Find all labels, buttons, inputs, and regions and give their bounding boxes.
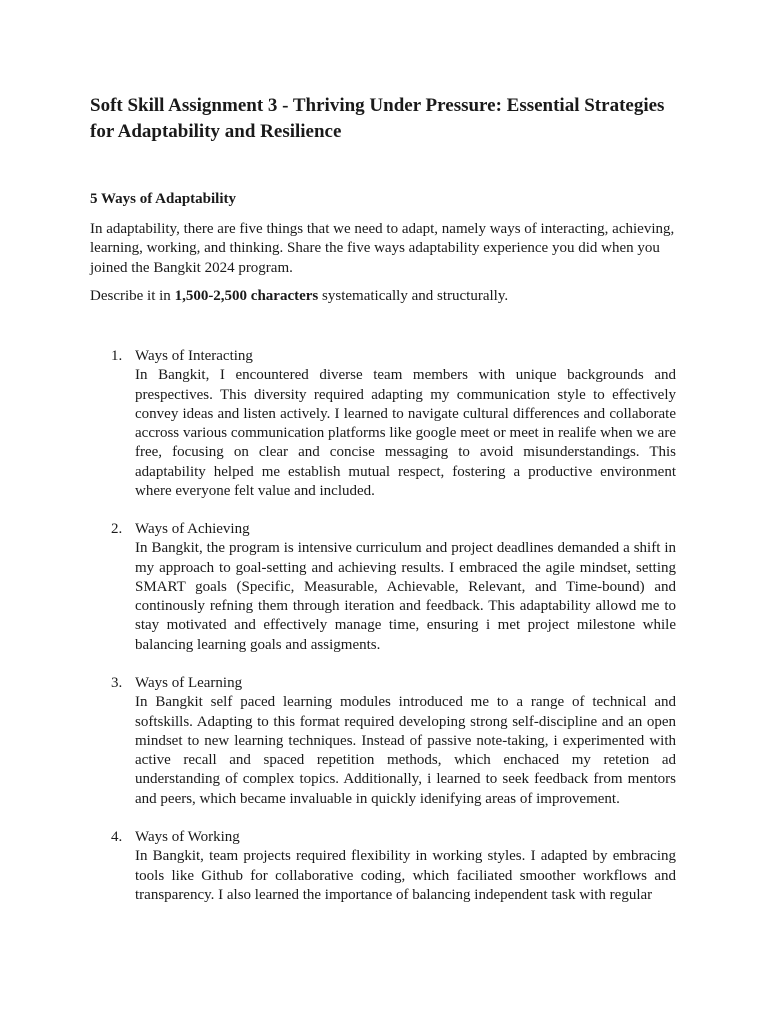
describe-prefix: Describe it in [90, 288, 175, 304]
list-item-title: Ways of Working [135, 829, 240, 845]
describe-character-count: 1,500-2,500 characters [174, 288, 319, 304]
list-item-number: 4. [111, 829, 123, 845]
list-item-number: 3. [111, 675, 123, 691]
list-item-title: Ways of Interacting [135, 348, 253, 364]
list-item-body: In Bangkit, team projects required flexibility in working styles. I adapted by embracing tools like Github for collaborative coding, which faciliated smoother workflows and transparency. I also learned the importance of balancing independent task with regular [135, 848, 676, 903]
list-item-title: Ways of Learning [135, 675, 243, 691]
list-item-number: 2. [111, 521, 123, 537]
list-item-body: In Bangkit, the program is intensive curriculum and project deadlines demanded a shift in my approach to goal-setting and achieving results. I embraced the agile mindset, setting SMART goals (Specific, Measurable, Achievable, Relevant, and Time-bound) and continously refning them through iteration and feedback. This adaptability allowd me to stay motivated and effectively manage time, ensuring i met project milestone while balancing learning goals and assigments. [135, 540, 676, 653]
intro-paragraph: In adaptability, there are five things that we need to adapt, namely ways of interacting, achieving, learning, working, and thinking. Share the five ways adaptability experience you did when you joined the Bangkit 2024 program. [90, 221, 675, 276]
describe-suffix: systematically and structurally. [318, 288, 509, 304]
describe-paragraph [90, 287, 690, 306]
list-item-title: Ways of Achieving [135, 521, 250, 537]
list-item-body: In Bangkit self paced learning modules introduced me to a range of technical and softskills. Adapting to this format required developing strong self-discipline and an open mindset to new learning techniques. Instead of passive note-taking, i experimented with active recall and spaced repetition methods, which enchaced my retetion ad understanding of complex topics. Additionally, i learned to seek feedback from mentors and peers, which became invaluable in quickly idenifying areas of improvement. [135, 694, 676, 807]
list-item-body: In Bangkit, I encountered diverse team members with unique backgrounds and prespectives. This diversity required adapting my communication style to effectively convey ideas and listen actively. I learned to navigate cultural differences and collaborate accross various communication platforms like google meet or meet in realife when we are free, focusing on clear and concise messaging to avoid misunderstandings. This adaptability helped me establish mutual respect, fostering a productive environment where everyone felt value and included. [135, 367, 676, 500]
document-title: Soft Skill Assignment 3 - Thriving Under Pressure: Essential Strategies for Adaptability and Resilience [90, 95, 665, 142]
section-heading: 5 Ways of Adaptability [90, 191, 237, 207]
list-item-number: 1. [111, 348, 123, 364]
